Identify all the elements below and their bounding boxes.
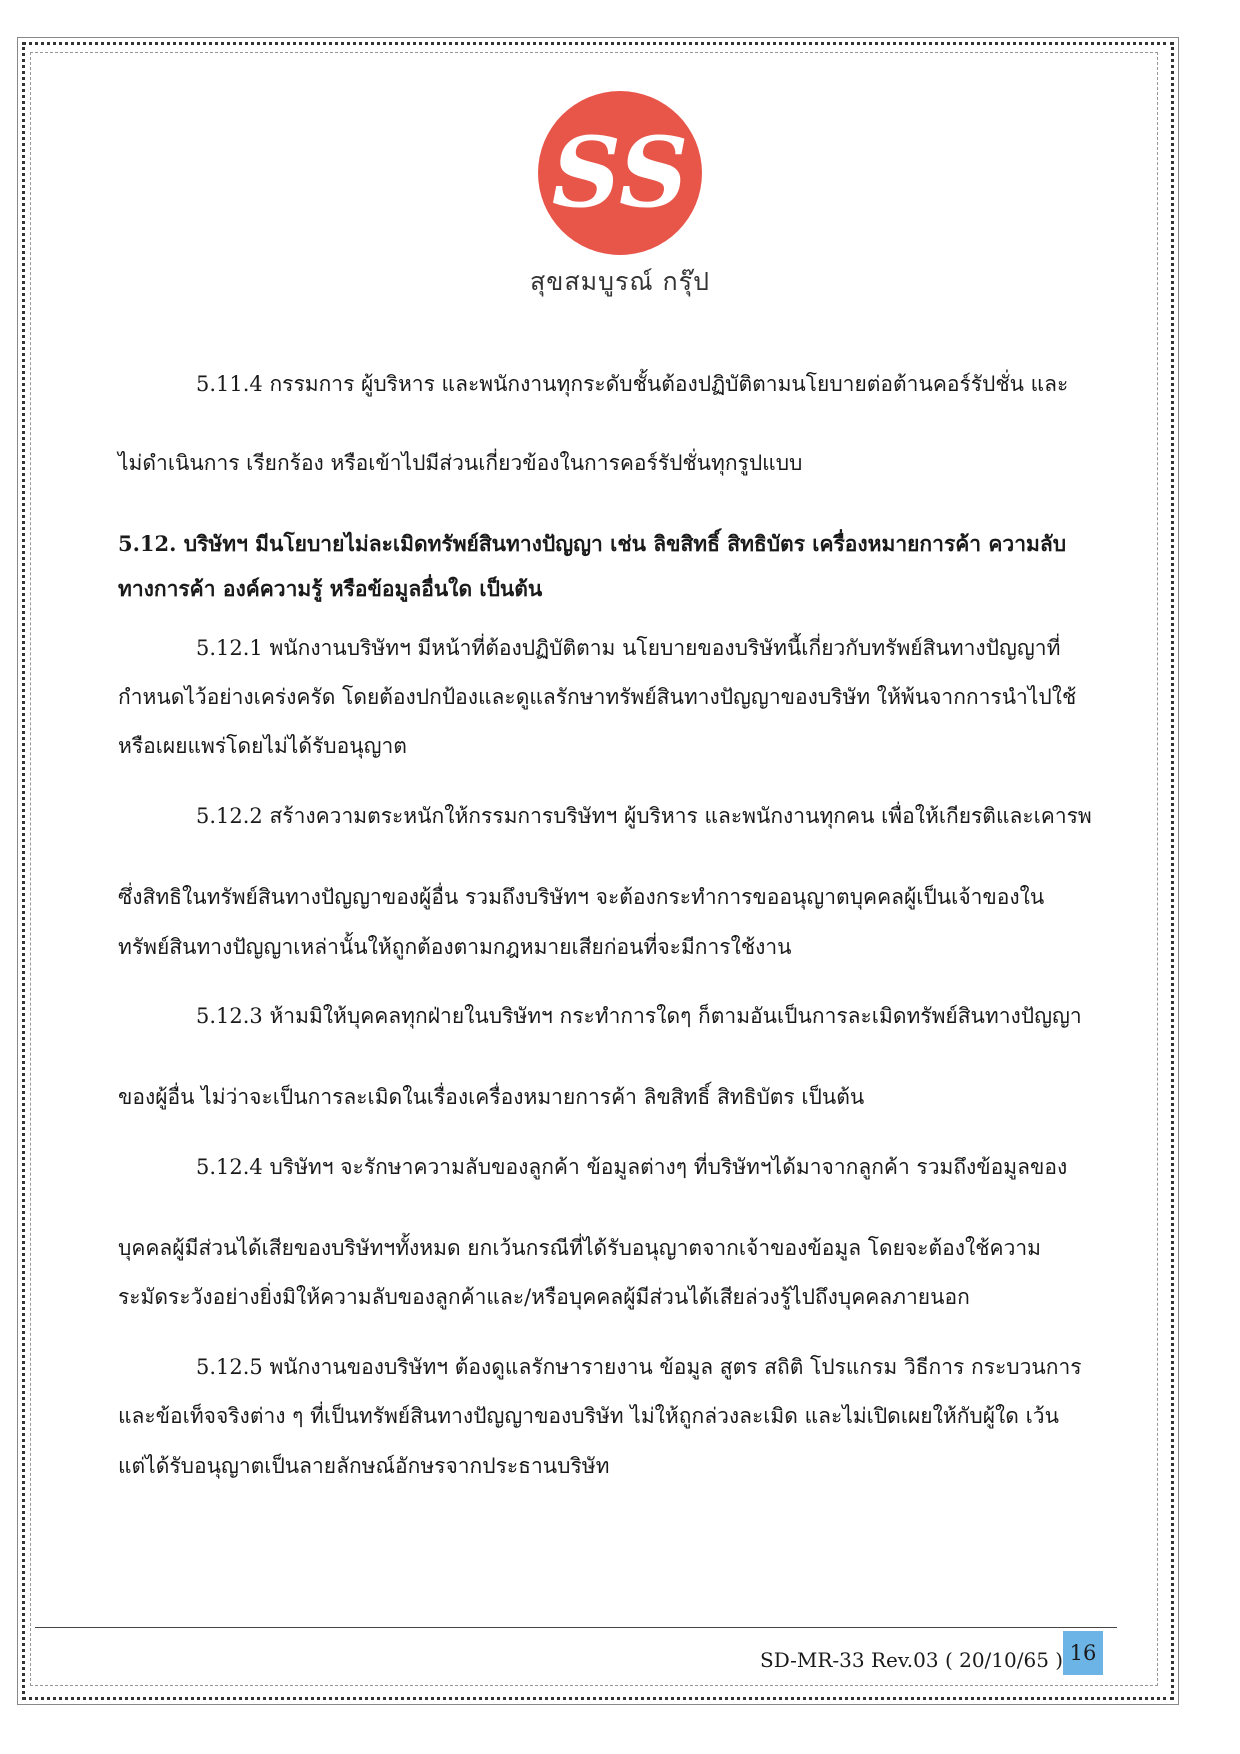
logo-caption: สุขสมบูรณ์ กรุ๊ป <box>530 267 710 296</box>
paragraph-5-12-heading <box>118 529 1103 604</box>
paragraph-5-12-5 <box>118 1353 1103 1481</box>
text-line: หรือเผยแพร่โดยไม่ได้รับอนุญาต <box>118 734 407 759</box>
text-line: ทรัพย์สินทางปัญญาเหล่านั้นให้ถูกต้องตามกฎหมายเสียก่อนที่จะมีการใช้งาน <box>118 934 792 959</box>
ss-logo-icon <box>535 88 705 258</box>
text-line: แต่ได้รับอนุญาตเป็นลายลักษณ์อักษรจากประธานบริษัท <box>118 1453 610 1478</box>
text-line: ระมัดระวังอย่างยิ่งมิให้ความลับของลูกค้าและ/หรือบุคคลผู้มีส่วนได้เสียล่วงรู้ไปถึงบุคคลภายนอก <box>118 1285 970 1310</box>
logo-mark-text: SS <box>551 116 689 229</box>
page-number: 16 <box>1063 1631 1103 1675</box>
text-line: ซึ่งสิทธิในทรัพย์สินทางปัญญาของผู้อื่น รวมถึงบริษัทฯ จะต้องกระทำการขออนุญาตบุคคลผู้เป็นเจ้าของใน <box>118 885 1045 910</box>
paragraph-5-12-4 <box>118 1153 1103 1313</box>
document-code: SD-MR-33 Rev.03 ( 20/10/65 ) <box>760 1648 1064 1672</box>
text-line: 5.12.3 ห้ามมิให้บุคคลทุกฝ่ายในบริษัทฯ กระทำการใดๆ ก็ตามอันเป็นการละเมิดทรัพย์สินทางปัญญา <box>196 1003 1082 1028</box>
text-line: ของผู้อื่น ไม่ว่าจะเป็นการละเมิดในเรื่องเครื่องหมายการค้า ลิขสิทธิ์ สิทธิบัตร เป็นต้น <box>118 1085 865 1110</box>
paragraph-5-12-1 <box>118 634 1103 762</box>
paragraph-5-11-4 <box>118 370 1103 479</box>
text-line: 5.11.4 กรรมการ ผู้บริหาร และพนักงานทุกระดับชั้นต้องปฏิบัติตามนโยบายต่อต้านคอร์รัปชั่น และ <box>196 372 1069 396</box>
text-line: 5.12.1 พนักงานบริษัทฯ มีหน้าที่ต้องปฏิบัติตาม นโยบายของบริษัทนี้เกี่ยวกับทรัพย์สินทางปัญญาที่ <box>196 635 1061 660</box>
text-line: 5.12.2 สร้างความตระหนักให้กรรมการบริษัทฯ ผู้บริหาร และพนักงานทุกคน เพื่อให้เกียรติและเคารพ <box>196 803 1092 828</box>
text-line: บุคคลผู้มีส่วนได้เสียของบริษัทฯทั้งหมด ยกเว้นกรณีที่ได้รับอนุญาตจากเจ้าของข้อมูล โดยจะต้องใช้ความ <box>118 1236 1042 1261</box>
text-line: 5.12.5 พนักงานของบริษัทฯ ต้องดูแลรักษารายงาน ข้อมูล สูตร สถิติ โปรแกรม วิธีการ กระบวนการ <box>196 1354 1082 1379</box>
text-line: กำหนดไว้อย่างเคร่งครัด โดยต้องปกป้องและดูแลรักษาทรัพย์สินทางปัญญาของบริษัท ให้พ้นจากการนำไปใช้ <box>118 684 1077 709</box>
footer-divider <box>35 1627 1117 1628</box>
paragraph-5-12-2 <box>118 802 1103 962</box>
text-line: ทางการค้า องค์ความรู้ หรือข้อมูลอื่นใด เป็นต้น <box>118 576 543 602</box>
text-line: 5.12. บริษัทฯ มีนโยบายไม่ละเมิดทรัพย์สินทางปัญญา เช่น ลิขสิทธิ์ สิทธิบัตร เครื่องหมายการค้า ความลับ <box>118 530 1067 556</box>
text-line: ไม่ดำเนินการ เรียกร้อง หรือเข้าไปมีส่วนเกี่ยวข้องในการคอร์รัปชั่นทุกรูปแบบ <box>118 451 803 476</box>
text-line: 5.12.4 บริษัทฯ จะรักษาความลับของลูกค้า ข้อมูลต่างๆ ที่บริษัทฯได้มาจากลูกค้า รวมถึงข้อมูลของ <box>196 1154 1068 1179</box>
text-line: และข้อเท็จจริงต่าง ๆ ที่เป็นทรัพย์สินทางปัญญาของบริษัท ไม่ให้ถูกล่วงละเมิด และไม่เปิดเผยให้กับผู้ใด เว้น <box>118 1404 1059 1429</box>
paragraph-5-12-3 <box>118 1002 1103 1113</box>
company-logo <box>0 88 1240 302</box>
document-body <box>118 370 1103 1507</box>
